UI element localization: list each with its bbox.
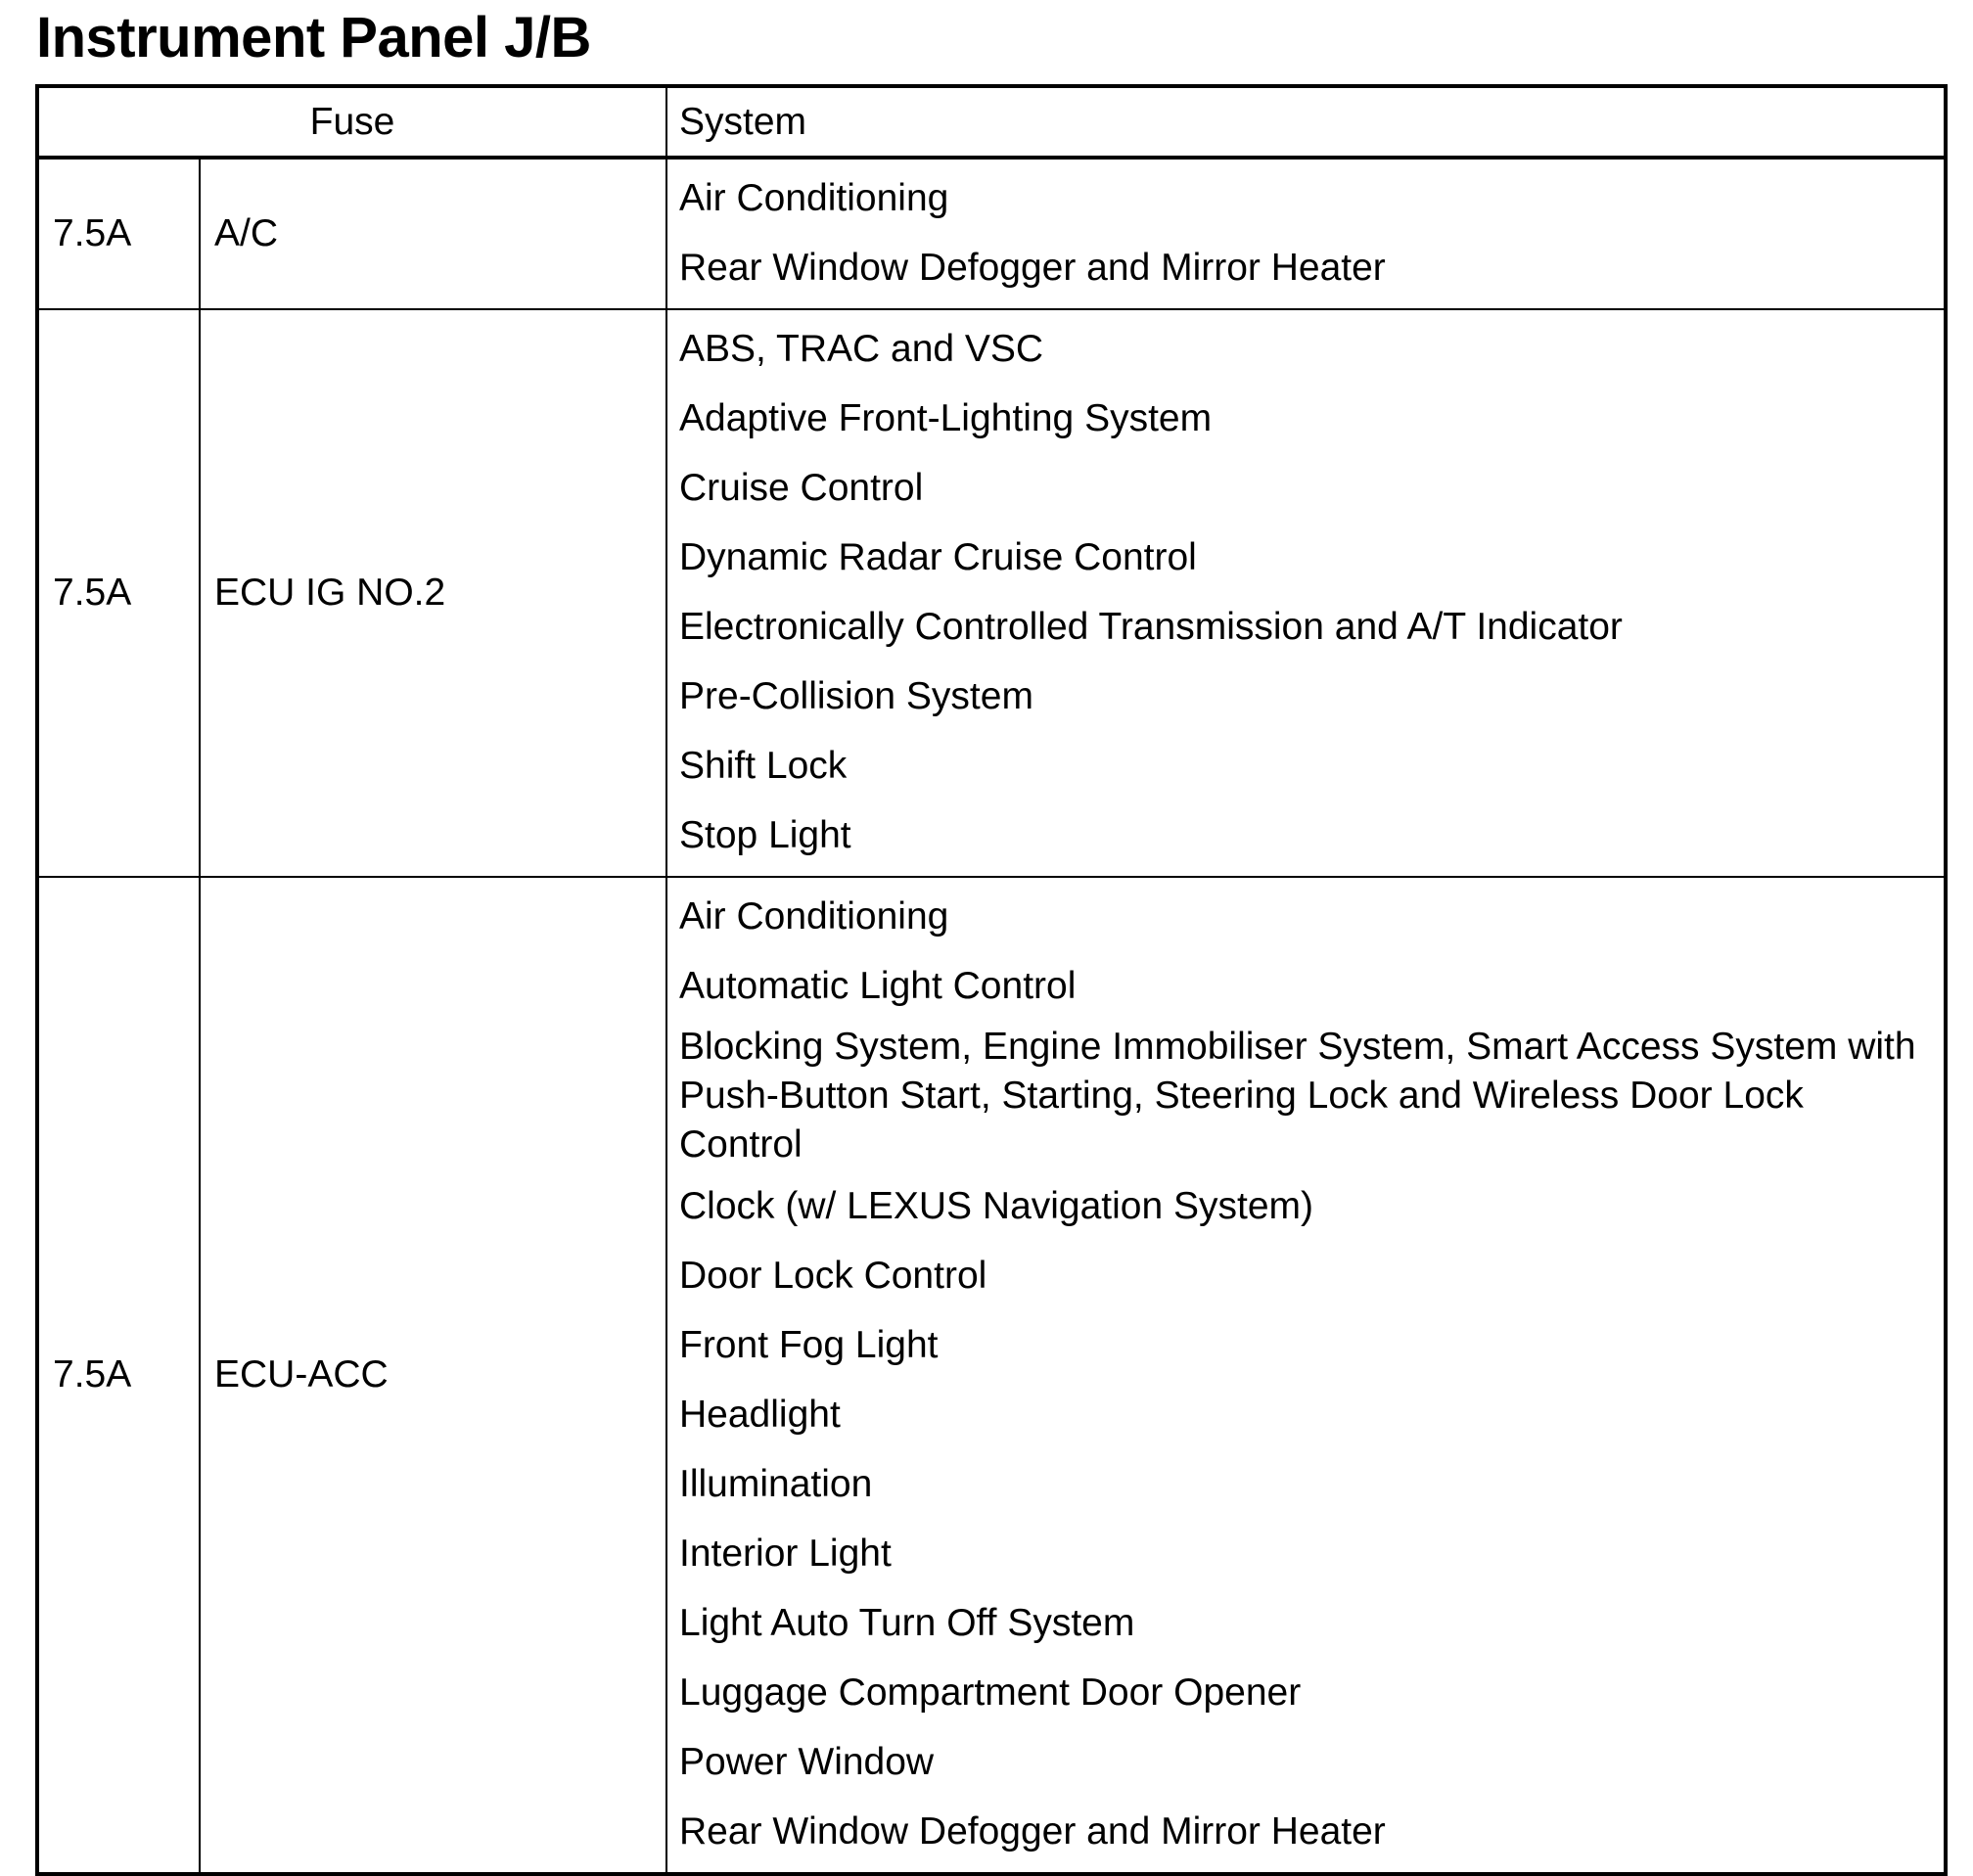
fuse-name: ECU IG NO.2 (200, 309, 666, 877)
system-item: Rear Window Defogger and Mirror Heater (679, 1809, 1386, 1853)
fuse-name: ECU-ACC (200, 877, 666, 1874)
header-row (37, 86, 1946, 158)
system-item: Rear Window Defogger and Mirror Heater (679, 246, 1386, 289)
system-item: Interior Light (679, 1532, 892, 1575)
fuse-column-header: Fuse (37, 86, 666, 158)
system-item: ABS, TRAC and VSC (679, 327, 1044, 370)
system-list (666, 309, 1946, 877)
page-title: Instrument Panel J/B (36, 6, 591, 69)
system-item: Illumination (679, 1462, 873, 1505)
system-list (666, 158, 1946, 309)
system-item: Clock (w/ LEXUS Navigation System) (679, 1184, 1314, 1227)
system-item: Front Fog Light (679, 1323, 939, 1366)
system-item: Headlight (679, 1393, 841, 1436)
system-item: Dynamic Radar Cruise Control (679, 535, 1197, 578)
system-item: Power Window (679, 1740, 935, 1783)
table-row (37, 877, 1946, 1874)
system-list (666, 877, 1946, 1874)
system-item: Luggage Compartment Door Opener (679, 1670, 1302, 1714)
system-item: Light Auto Turn Off System (679, 1601, 1135, 1644)
table-body (37, 158, 1946, 1874)
system-item: Shift Lock (679, 744, 848, 787)
system-item: Adaptive Front-Lighting System (679, 396, 1213, 439)
fuse-name: A/C (200, 158, 666, 309)
system-item: Cruise Control (679, 466, 924, 509)
table-row (37, 309, 1946, 877)
system-item: Automatic Light Control (679, 964, 1077, 1007)
fuse-amperage: 7.5A (37, 877, 200, 1874)
system-item: Door Lock Control (679, 1254, 987, 1297)
fuse-amperage: 7.5A (37, 309, 200, 877)
system-item: Blocking System, Engine Immobiliser System, Smart Access System with Push-Button Start, Starting, Steering Lock and Wireless Door Lock Control (679, 1026, 1916, 1166)
fuse-amperage: 7.5A (37, 158, 200, 309)
table-row (37, 158, 1946, 309)
system-column-header: System (666, 86, 1946, 158)
system-item: Air Conditioning (679, 894, 949, 938)
system-item: Air Conditioning (679, 176, 949, 219)
system-item: Pre-Collision System (679, 674, 1033, 717)
system-item: Stop Light (679, 813, 851, 856)
table-header (37, 86, 1946, 158)
fuse-table (35, 84, 1948, 1876)
system-item: Electronically Controlled Transmission and A/T Indicator (679, 605, 1623, 648)
